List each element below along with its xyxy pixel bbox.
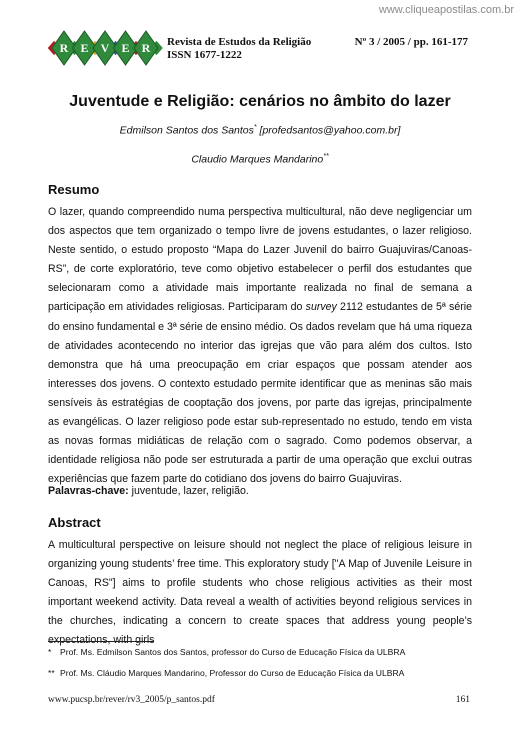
author-2-name: Claudio Marques Mandarino: [191, 153, 324, 166]
issn: ISSN 1677-1222: [167, 49, 242, 61]
author-2-mark: **: [323, 153, 329, 160]
logo-letter: E: [121, 41, 130, 55]
keywords: [48, 485, 249, 497]
keywords-label: Palavras-chave:: [48, 485, 129, 497]
resumo-heading: Resumo: [48, 182, 100, 197]
footnote-1-text: Prof. Ms. Edmilson Santos dos Santos, professor do Curso de Educação Física da ULBRA: [60, 647, 406, 657]
logo-letter: V: [100, 41, 110, 55]
footer-url[interactable]: www.pucsp.br/rever/rv3_2005/p_santos.pdf: [48, 695, 215, 705]
footnote-2-mark: **: [48, 668, 55, 678]
footnote-divider: [48, 641, 154, 642]
logo-letter: E: [80, 41, 89, 55]
author-1-name: Edmilson Santos dos Santos: [119, 124, 254, 137]
author-1-mark: *: [253, 124, 257, 131]
footnote-2: [48, 668, 404, 678]
issue-info: Nº 3 / 2005 / pp. 161-177: [354, 36, 468, 48]
resumo-text: [48, 203, 472, 489]
footnote-1-mark: *: [48, 647, 52, 657]
rever-logo: [46, 30, 164, 66]
logo-letter: R: [59, 41, 69, 55]
resumo-text-part-1: O lazer, quando compreendido numa perspectiva multicultural, não deve negligenciar um dos aspectos que tem organizado o tempo livre de jovens estudantes, o lazer religioso. Neste sentido, o estudo proposto “Mapa do Lazer Juvenil do bairro Guajuviras/Canoas-RS”, de corte exploratório, teve como objetivo estabelecer o perfil dos estudantes que selecionaram como a atividade mais importante realizada no final de semana a participação em atividades religiosas. Participaram do: [48, 206, 472, 314]
abstract-text: A multicultural perspective on leisure should not neglect the place of religious leisure in organizing young students’ free time. This exploratory study ["A Map of Juvenile Leisure in Canoas, RS"] aims to profile students who chose religious activities as their most important weekend activity. Data reveal a wealth of activities beyond religious services in the churches, indicating a concern to create spaces that address young people’s expectations, with girls: [48, 539, 472, 647]
keywords-list: juventude, lazer, religião.: [128, 485, 249, 497]
footnote-2-text: Prof. Ms. Cláudio Marques Mandarino, Professor do Curso de Educação Física da ULBRA: [60, 668, 405, 678]
resumo-italic-word: survey: [305, 301, 337, 314]
author-1: [0, 124, 520, 137]
logo-letter: R: [141, 41, 151, 55]
page-number: 161: [455, 695, 470, 705]
author-1-contact[interactable]: [profedsantos@yahoo.com.br]: [256, 124, 401, 137]
paper-title: Juventude e Religião: cenários no âmbito do lazer: [69, 93, 451, 110]
author-2: [0, 153, 520, 166]
watermark: www.cliqueapostilas.com.br: [378, 4, 514, 16]
footnote-1: [48, 647, 405, 657]
journal-name: Revista de Estudos da Religião: [167, 36, 312, 48]
abstract-heading: Abstract: [48, 515, 101, 530]
resumo-text-part-2: 2112 estudantes de 5ª série do ensino fundamental e 3ª série de ensino médio. Os dados revelam que há uma riqueza de atividades acontecendo no interior das igrejas que vão para além dos cultos. Isto demonstra que há uma preocupação em criar espaços que possam atender aos interesses dos jovens. O contexto estudado permite identificar que as meninas são mais sensíveis às estratégias de cooptação dos jovens, por parte das igrejas, principalmente as evangélicas. O lazer religioso pode estar sub-representado no estudo, tendo em vista as novas formas midiáticas de relação com o sagrado. Como podemos observar, a identidade religiosa não pode ser estruturada a partir de uma operação que exclui outras experiências que fazem parte do cotidiano dos jovens do bairro Guajuviras.: [48, 301, 473, 486]
